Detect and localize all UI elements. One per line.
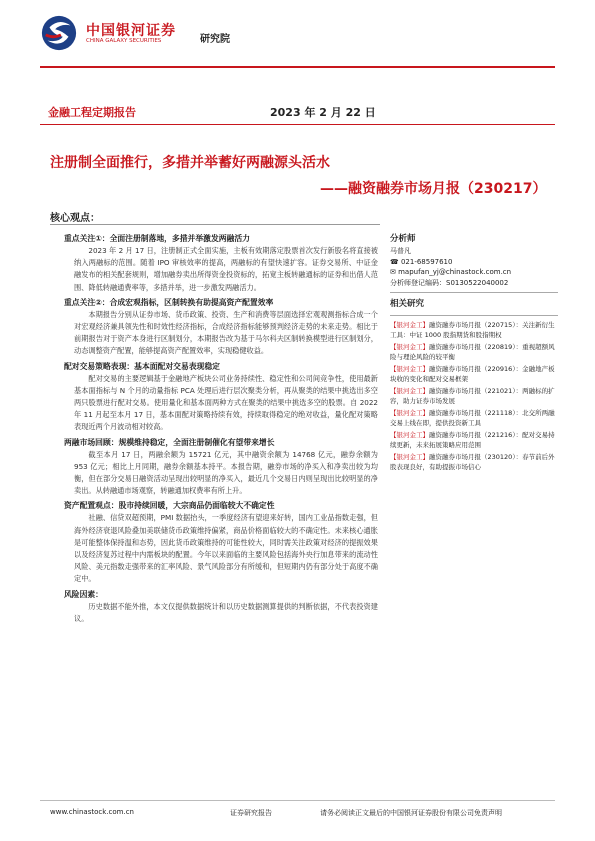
email-icon: ✉ (390, 268, 399, 276)
section-heading: 风险因素： (64, 588, 378, 601)
report-title: 注册制全面推行，多措并举蓄好两融源头活水 (50, 155, 330, 171)
title-divider (40, 124, 555, 125)
related-text[interactable]: 融资融券市场月报（230120）：春节前后外股表现良好，有助提振市场信心 (390, 453, 555, 471)
section-heading: 重点关注①：全面注册制落地，多措并举激发两融活力 (64, 232, 378, 245)
phone-icon: ☎ (390, 257, 401, 266)
section-heading: 两融市场回顾：规模维持稳定，全面注册制催化有望带来增长 (64, 436, 378, 449)
section-asset-allocation (64, 499, 378, 585)
related-tag: 【银河金工】 (390, 453, 429, 461)
related-item[interactable] (390, 320, 558, 340)
related-item[interactable] (390, 364, 558, 384)
section-body: 历史数据不能外推，本文仅提供数据统计和以历史数据测算提供的判断依据，不代表投资建议。 (74, 601, 378, 623)
related-item[interactable] (390, 452, 558, 472)
related-research-label: 相关研究 (390, 299, 425, 309)
report-date: 2023 年 2 月 22 日 (270, 106, 376, 119)
related-tag: 【银河金工】 (390, 431, 429, 439)
related-text[interactable]: 融资融券市场月报（221216）：配对交易持续更新，未来拓展策略应用范围 (390, 431, 555, 449)
section-focus-1 (64, 232, 378, 294)
main-content (64, 232, 378, 627)
related-item[interactable] (390, 408, 558, 428)
section-body: 配对交易的主要逻辑基于金融地产板块公司业务持续性、稳定性和公司间竞争性，使用最新基本面指标与 N 个月的动量指标 PCA 处理后进行层次聚类分析，再从聚类的结果中挑选出多空两只股票进行配对交易。使用量化和基本面两种方式在聚类的结果中挑选多空的股票。自 2022 年 11 月起至本月 17 日，基本面配对策略持续有效，持续取得稳定的绝对收益，量化配对策略表现近两个月波动相对较高。 (74, 373, 378, 432)
sidebar (390, 232, 558, 474)
related-text[interactable]: 融资融券市场月报（220715）：关注新衍生工具：中证 1000 股指期货和股指期权 (390, 321, 555, 339)
related-text[interactable]: 融资融券市场月报（221021）：两融标的扩容，助力证券市场发展 (390, 387, 555, 405)
section-risk (64, 588, 378, 625)
related-text[interactable]: 融资融券市场月报（220819）：重视超额风险与理论风险的较平衡 (390, 343, 555, 361)
related-text[interactable]: 融资融券市场月报（221118）：北交所两融交易上线在即，提供投资新工具 (390, 409, 555, 427)
analyst-cert: 分析师登记编码：S0130522040002 (390, 278, 509, 287)
sidebar-divider (390, 315, 558, 316)
section-heading: 配对交易策略表现：基本面配对交易表现稳定 (64, 360, 378, 373)
related-item[interactable] (390, 342, 558, 362)
analyst-phone (390, 257, 558, 268)
analyst-email[interactable] (390, 267, 558, 278)
related-item[interactable] (390, 386, 558, 406)
header-divider (40, 66, 555, 68)
related-item[interactable] (390, 430, 558, 450)
footer-website[interactable]: www.chinastock.com.cn (50, 808, 134, 816)
footer-label: 证券研究报告 (230, 809, 272, 817)
analyst-label: 分析师 (390, 234, 416, 244)
section-body: 本期报告分别从证券市场、货币政策、投资、生产和消费等层面选择宏观观测指标合成一个对宏观经济兼具领先性和时效性经济指标，合成经济指标能够预判经济走势的未来走势。相比于前期报告对于资产本身进行区制划分，本期报告改为基于马尔科夫区制转换模型进行区制划分，动态调整资产配置，能够提高资产配置效率，实现稳健收益。 (74, 309, 378, 356)
related-tag: 【银河金工】 (390, 409, 429, 417)
related-tag: 【银河金工】 (390, 365, 429, 373)
company-name-cn: 中国银河证券 (86, 23, 176, 39)
related-tag: 【银河金工】 (390, 343, 429, 351)
section-market-review (64, 436, 378, 498)
related-tag: 【银河金工】 (390, 321, 429, 329)
footer-disclaimer: 请务必阅读正文最后的中国银河证券股份有限公司免责声明 (320, 809, 502, 817)
analyst-name: 马普凡 (390, 247, 411, 255)
company-logo-icon (40, 14, 78, 52)
sidebar-divider (390, 292, 558, 293)
section-body: 2023 年 2 月 17 日，注册制正式全面实施，主板有效期落定股票首次发行新股名将直接被纳入两融标的范围。随着 IPO 审核效率的提高，两融标的有望快速扩容。证券交易所、中证金融发布的相关配套规则，增加融券卖出所得资金投资标的，拓宽主板转融通标的证券和出借人范围、降低转融通费率等，多措并举，进一步激发两融活力。 (74, 246, 378, 292)
analyst-email-value[interactable]: mapufan_yj@chinastock.com.cn (398, 268, 512, 276)
analyst-phone-value: 021-68597610 (400, 257, 453, 266)
related-tag: 【银河金工】 (390, 387, 429, 395)
related-text[interactable]: 融资融券市场月报（220916）：金融地产板块收的变化和配对交易框架 (390, 365, 555, 383)
core-views-divider (50, 224, 380, 225)
section-body: 社融、信贷双超预期，PMI 数据抬头，一季度经济有望迎来好转，国内工业品指数走强，但海外经济衰退风险叠加美联储货币政策维持偏紧，商品价格面临较大的不确定性。未来核心通胀是可能整体保持温和态势，因此货币政策维持的可能性较大，同时需关注政策对经济的提振效果以及经济复苏过程中内需板块的配置。今年以来面临的主要风险包括海外央行加息带来的流动性风险、美元指数走强带来的汇率风险、景气风险部分有所缓和，但短期内仍有部分处于高度不确定中。 (74, 513, 378, 584)
footer-divider (40, 800, 555, 801)
section-focus-2 (64, 296, 378, 358)
report-type: 金融工程定期报告 (48, 106, 136, 119)
section-heading: 资产配置观点：股市持续回暖，大宗商品仍面临较大不确定性 (64, 499, 378, 512)
institute-label: 研究院 (200, 34, 230, 45)
company-name-en: CHINA GALAXY SECURITIES (86, 38, 162, 44)
core-views-label: 核心观点： (50, 213, 100, 224)
section-pair-trading (64, 360, 378, 434)
report-subtitle: ——融资融券市场月报（230217） (320, 181, 547, 197)
section-body: 截至本月 17 日，两融余额为 15721 亿元，其中融资余额为 14768 亿元，融券余额为 953 亿元；相比上月同期，融券余额基本持平。本报告期，融券市场的净买入和净卖出较为均衡，但在部分交易日融资活动呈现出较明显的净买入，最近几个交易日内则呈现出比较明显的净卖出。从转融通市场观察，转融通加权费率有所上升。 (74, 449, 378, 496)
section-heading: 重点关注②：合成宏观指标，区制转换有助提高资产配置效率 (64, 296, 378, 309)
